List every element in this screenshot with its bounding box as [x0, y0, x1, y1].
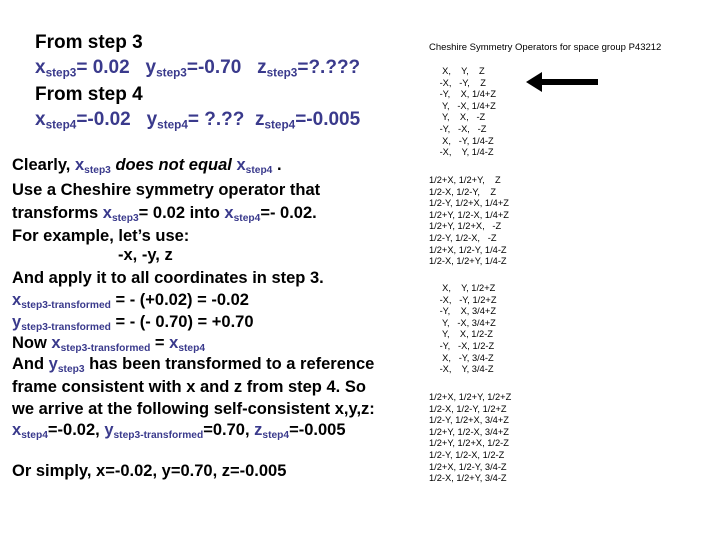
step3-heading: From step 3 — [35, 32, 143, 53]
arrow-shape — [526, 72, 598, 92]
summary-line: Or simply, x=-0.02, y=0.70, z=-0.005 — [12, 462, 287, 480]
operator-example: -x, -y, z — [118, 246, 173, 264]
explanation-line-3: transforms $x_{step3}= 0.02$ into $x_{step4}=-$ 0.02. — [12, 204, 317, 224]
operator-group-4: 1/2+X, 1/2+Y, 1/2+Z 1/2-X, 1/2-Y, 1/2+Z 1/2-Y, 1/2+X, 3/4+Z 1/2+Y, 1/2-X, 3/4+Z 1/2+Y, 1/2+X, 1/2-Z 1/2-Y, 1/2-X, 1/2-Z 1/2+X, 1/2-Y, 3/4-Z 1/2-X, 1/2+Y, 3/4-Z — [429, 392, 512, 484]
clearly-line: Clearly, $x_{step3}$ does not equal $x_{step4}$ . — [12, 156, 282, 176]
step4-heading: From step 4 — [35, 84, 143, 105]
now-line: Now $x_{step3-transformed} = x_{step4}$ — [12, 334, 206, 354]
explanation-line-4: For example, let’s use: — [12, 227, 190, 245]
explanation-line-11: frame consistent with x and z from step 4. So — [12, 378, 366, 396]
x-transformed-line: $x_{step3-transformed}$ = - (+0.02) = -0.02 — [12, 291, 249, 311]
explanation-line-2: Use a Cheshire symmetry operator that — [12, 181, 321, 199]
explanation-line-12: we arrive at the following self-consistent x,y,z: — [12, 400, 375, 418]
pointer-arrow-icon — [526, 72, 598, 92]
operator-group-3: X, Y, 1/2+Z -X, -Y, 1/2+Z -Y, X, 3/4+Z Y, -X, 3/4+Z Y, X, 1/2-Z -Y, -X, 1/2-Z X, -Y, 3/4-Z -X, Y, 3/4-Z — [439, 283, 497, 375]
and-y-line: And $y_{step3}$ has been transformed to a reference — [12, 355, 375, 375]
final-coordinates-line: $x_{step4}=-0.02$, $y_{step3-transformed}=0.70$, $z_{step4}=-0.005$ — [12, 421, 346, 441]
step4-coordinates: $x_{step4}=-0.02$ $y_{step4}=$ ?.?? $z_{step4}=-0.005$ — [35, 109, 361, 132]
explanation-line-6: And apply it to all coordinates in step 3. — [12, 269, 324, 287]
step3-coordinates: $x_{step3}= 0.02$ $y_{step3}=-0.70$ $z_{step3}=$?.??? — [35, 57, 361, 80]
operator-group-2: 1/2+X, 1/2+Y, Z 1/2-X, 1/2-Y, Z 1/2-Y, 1/2+X, 1/4+Z 1/2+Y, 1/2-X, 1/4+Z 1/2+Y, 1/2+X, -Z 1/2-Y, 1/2-X, -Z 1/2+X, 1/2-Y, 1/4-Z 1/2-X, 1/2+Y, 1/4-Z — [429, 175, 509, 267]
operators-title: Cheshire Symmetry Operators for space group P43212 — [429, 42, 662, 53]
y-transformed-line: $y_{step3-transformed}$ = - (- 0.70) = +0.70 — [12, 313, 254, 333]
operator-group-1: X, Y, Z -X, -Y, Z -Y, X, 1/4+Z Y, -X, 1/4+Z Y, X, -Z -Y, -X, -Z X, -Y, 1/4-Z -X, Y, 1/4-Z — [439, 66, 496, 158]
